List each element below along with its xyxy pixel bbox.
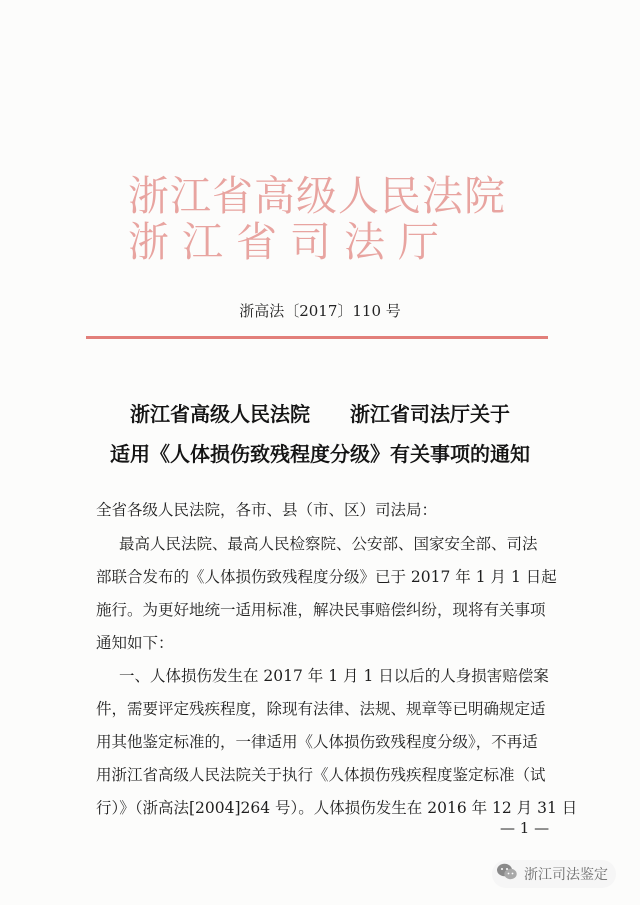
issuer-header-justice: 浙江省司法厅 (128, 218, 452, 266)
page-number: — 1 — (500, 819, 550, 837)
document-title-line-1: 浙江省高级人民法院 浙江省司法厅关于 (130, 402, 510, 426)
wechat-icon (496, 862, 518, 886)
account-name: 浙江司法鉴定 (524, 867, 608, 883)
red-divider (86, 336, 548, 339)
body-line: 件，需要评定残疾程度，除现有法律、法规、规章等已明确规定适 (96, 700, 546, 718)
body-line: 部联合发布的《人体损伤致残程度分级》已于 2017 年 1 月 1 日起 (96, 568, 557, 586)
body-line: 一、人体损伤发生在 2017 年 1 月 1 日以后的人身损害赔偿案 (88, 667, 549, 685)
body-line: 通知如下： (96, 634, 174, 652)
body-line: 用浙江省高级人民法院关于执行《人体损伤残疾程度鉴定标准（试 (96, 766, 546, 784)
body-line: 用其他鉴定标准的，一律适用《人体损伤致残程度分级》，不再适 (96, 733, 538, 751)
body-line: 施行。为更好地统一适用标准，解决民事赔偿纠纷，现将有关事项 (96, 601, 546, 619)
body-line: 最高人民法院、最高人民检察院、公安部、国家安全部、司法 (88, 535, 538, 553)
issuer-header-court: 浙江省高级人民法院 (128, 172, 506, 220)
document-title-line-2: 适用《人体损伤致残程度分级》有关事项的通知 (110, 442, 530, 466)
body-line: 行）》（浙高法[2004]264 号）。人体损伤发生在 2016 年 12 月 31 日 (96, 799, 578, 817)
document-number: 浙高法〔2017〕110 号 (239, 302, 401, 320)
account-watermark[interactable] (492, 860, 616, 888)
salutation: 全省各级人民法院，各市、县（市、区）司法局： (96, 501, 438, 519)
